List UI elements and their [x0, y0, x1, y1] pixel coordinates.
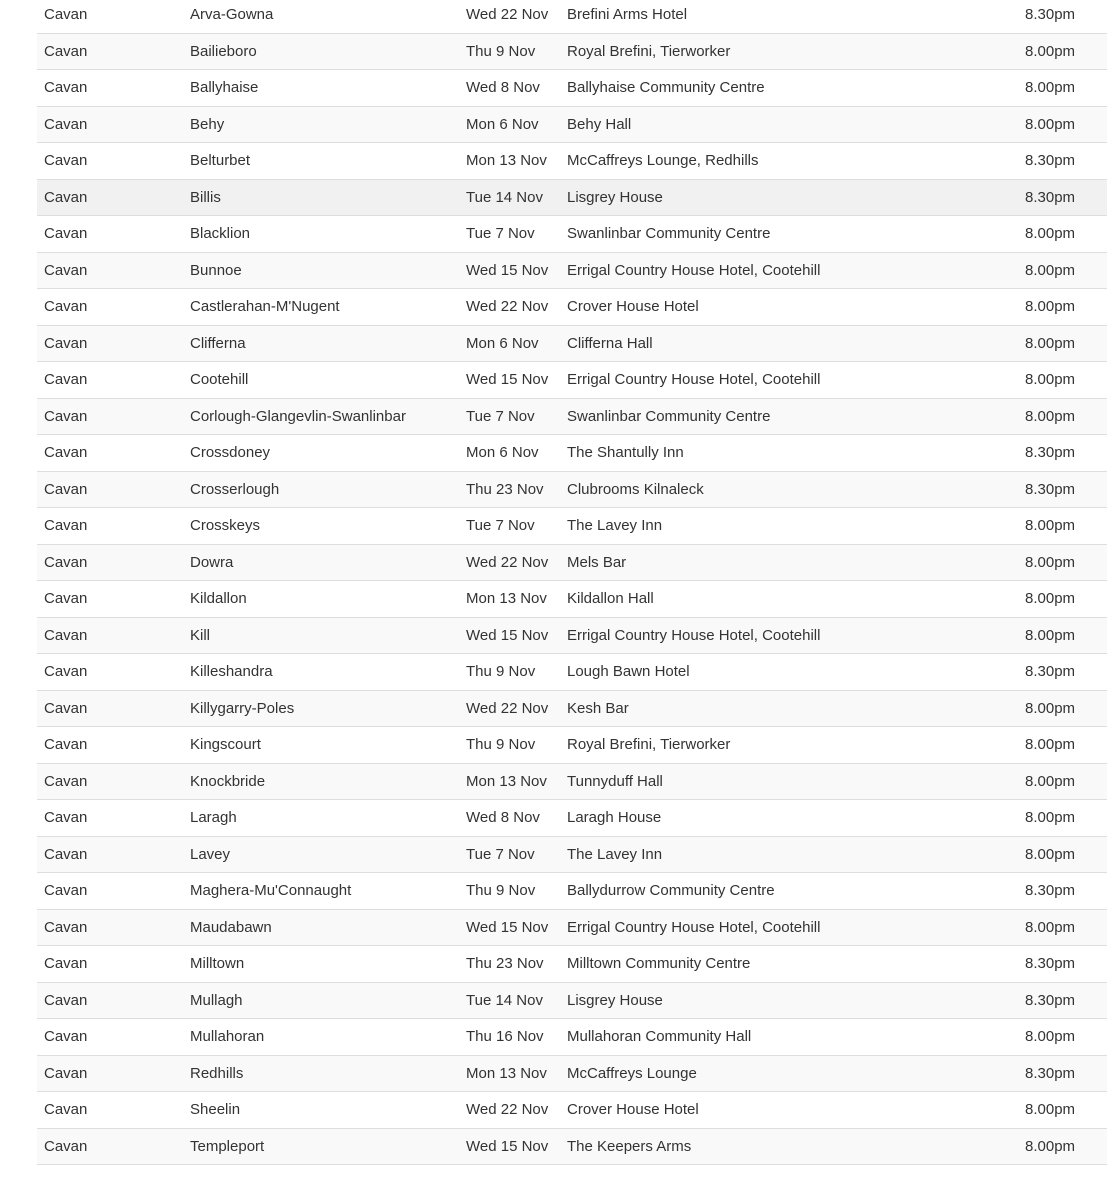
table-row [37, 216, 1107, 253]
venue-cell: The Shantully Inn [567, 444, 684, 461]
club-cell: Bailieboro [190, 42, 257, 60]
county-cell: Cavan [44, 663, 88, 680]
venue-cell: Lisgrey House [567, 188, 663, 206]
county-cell: Cavan [44, 1028, 88, 1045]
county-cell: Cavan [44, 882, 88, 899]
table-row [37, 946, 1107, 983]
table-row [37, 691, 1107, 728]
county-cell: Cavan [44, 261, 88, 279]
club-cell: Kildallon [190, 590, 247, 607]
time-cell: 8.00pm [1025, 772, 1076, 790]
venue-cell: Royal Brefini, Tierworker [567, 42, 731, 60]
table-body [37, 0, 1107, 1165]
date-cell: Wed 8 Nov [466, 79, 540, 96]
club-cell: Cootehill [190, 371, 249, 388]
time-cell: 8.00pm [1025, 553, 1076, 571]
club-cell: Billis [190, 188, 221, 206]
table-row [37, 289, 1107, 326]
venue-cell: The Lavey Inn [567, 517, 663, 534]
time-cell: 8.30pm [1025, 152, 1076, 169]
venue-cell: Milltown Community Centre [567, 955, 751, 972]
table-row [37, 800, 1107, 837]
time-cell: 8.30pm [1025, 955, 1076, 972]
club-cell: Dowra [190, 553, 234, 571]
club-cell: Blacklion [190, 225, 251, 242]
county-cell: Cavan [44, 626, 88, 644]
date-cell: Wed 15 Nov [466, 1137, 549, 1155]
date-cell: Wed 15 Nov [466, 261, 549, 279]
table-row [37, 727, 1107, 764]
table-row [37, 618, 1107, 655]
date-cell: Thu 9 Nov [466, 663, 536, 680]
date-cell: Thu 9 Nov [466, 736, 536, 753]
county-cell: Cavan [44, 188, 88, 206]
time-cell: 8.00pm [1025, 115, 1076, 133]
county-cell: Cavan [44, 955, 88, 972]
date-cell: Tue 14 Nov [466, 188, 543, 206]
table-row [37, 654, 1107, 691]
county-cell: Cavan [44, 590, 88, 607]
table-row [37, 764, 1107, 801]
date-cell: Wed 22 Nov [466, 6, 549, 23]
date-cell: Tue 7 Nov [466, 407, 535, 425]
venue-cell: Behy Hall [567, 115, 632, 133]
time-cell: 8.00pm [1025, 225, 1076, 242]
club-cell: Killeshandra [190, 663, 273, 680]
county-cell: Cavan [44, 444, 88, 461]
venue-cell: Lough Bawn Hotel [567, 663, 690, 680]
time-cell: 8.00pm [1025, 79, 1076, 96]
time-cell: 8.00pm [1025, 334, 1076, 352]
club-cell: Laragh [190, 809, 237, 826]
club-cell: Killygarry-Poles [190, 699, 295, 717]
county-cell: Cavan [44, 480, 88, 498]
county-cell: Cavan [44, 845, 88, 863]
venue-cell: Crover House Hotel [567, 298, 699, 315]
venue-cell: The Keepers Arms [567, 1137, 692, 1155]
table-row [37, 910, 1107, 947]
table-row [37, 107, 1107, 144]
county-cell: Cavan [44, 334, 88, 352]
club-cell: Milltown [190, 955, 245, 972]
table-row [37, 143, 1107, 180]
county-cell: Cavan [44, 736, 88, 753]
table-row [37, 180, 1107, 217]
date-cell: Thu 23 Nov [466, 955, 544, 972]
time-cell: 8.30pm [1025, 480, 1076, 498]
club-cell: Knockbride [190, 772, 266, 790]
table-row [37, 435, 1107, 472]
club-cell: Bunnoe [190, 261, 242, 279]
club-cell: Clifferna [190, 334, 246, 352]
table-row [37, 837, 1107, 874]
time-cell: 8.00pm [1025, 517, 1076, 534]
time-cell: 8.30pm [1025, 1064, 1076, 1082]
county-cell: Cavan [44, 918, 88, 936]
date-cell: Thu 9 Nov [466, 42, 536, 60]
table-row [37, 399, 1107, 436]
venue-cell: Tunnyduff Hall [567, 772, 663, 790]
time-cell: 8.00pm [1025, 371, 1076, 388]
county-cell: Cavan [44, 553, 88, 571]
time-cell: 8.30pm [1025, 188, 1076, 206]
time-cell: 8.00pm [1025, 736, 1076, 753]
time-cell: 8.00pm [1025, 298, 1076, 315]
table-row [37, 508, 1107, 545]
club-cell: Redhills [190, 1064, 244, 1082]
venue-cell: Ballyhaise Community Centre [567, 79, 765, 96]
county-cell: Cavan [44, 407, 88, 425]
county-cell: Cavan [44, 115, 88, 133]
time-cell: 8.00pm [1025, 626, 1076, 644]
county-cell: Cavan [44, 699, 88, 717]
date-cell: Mon 13 Nov [466, 152, 547, 169]
time-cell: 8.00pm [1025, 407, 1076, 425]
county-cell: Cavan [44, 152, 88, 169]
table-row [37, 0, 1107, 34]
date-cell: Wed 22 Nov [466, 1101, 549, 1118]
time-cell: 8.00pm [1025, 918, 1076, 936]
meetings-table [37, 0, 1107, 1165]
venue-cell: Royal Brefini, Tierworker [567, 736, 731, 753]
venue-cell: Swanlinbar Community Centre [567, 407, 771, 425]
venue-cell: Errigal Country House Hotel, Cootehill [567, 626, 821, 644]
table-row [37, 545, 1107, 582]
time-cell: 8.00pm [1025, 1028, 1076, 1045]
county-cell: Cavan [44, 225, 88, 242]
venue-cell: Swanlinbar Community Centre [567, 225, 771, 242]
table-row [37, 1056, 1107, 1093]
county-cell: Cavan [44, 6, 88, 23]
venue-cell: Laragh House [567, 809, 662, 826]
date-cell: Mon 13 Nov [466, 772, 547, 790]
county-cell: Cavan [44, 1137, 88, 1155]
time-cell: 8.30pm [1025, 6, 1076, 23]
table-row [37, 983, 1107, 1020]
club-cell: Mullagh [190, 991, 243, 1009]
date-cell: Thu 16 Nov [466, 1028, 544, 1045]
time-cell: 8.00pm [1025, 1101, 1076, 1118]
county-cell: Cavan [44, 991, 88, 1009]
time-cell: 8.30pm [1025, 444, 1076, 461]
club-cell: Crossdoney [190, 444, 271, 461]
date-cell: Tue 7 Nov [466, 845, 535, 863]
time-cell: 8.30pm [1025, 882, 1076, 899]
table-row [37, 34, 1107, 71]
table-row [37, 1129, 1107, 1166]
county-cell: Cavan [44, 517, 88, 534]
table-row [37, 472, 1107, 509]
venue-cell: McCaffreys Lounge, Redhills [567, 152, 759, 169]
date-cell: Wed 22 Nov [466, 298, 549, 315]
club-cell: Kill [190, 626, 211, 644]
date-cell: Tue 7 Nov [466, 517, 535, 534]
date-cell: Wed 15 Nov [466, 371, 549, 388]
venue-cell: Lisgrey House [567, 991, 663, 1009]
table-row [37, 873, 1107, 910]
venue-cell: Mullahoran Community Hall [567, 1028, 752, 1045]
table-row [37, 253, 1107, 290]
time-cell: 8.00pm [1025, 42, 1076, 60]
county-cell: Cavan [44, 79, 88, 96]
county-cell: Cavan [44, 809, 88, 826]
club-cell: Lavey [190, 845, 231, 863]
date-cell: Mon 6 Nov [466, 334, 539, 352]
table-row [37, 326, 1107, 363]
time-cell: 8.00pm [1025, 699, 1076, 717]
date-cell: Wed 22 Nov [466, 553, 549, 571]
club-cell: Crosskeys [190, 517, 261, 534]
venue-cell: Clubrooms Kilnaleck [567, 480, 704, 498]
venue-cell: Kesh Bar [567, 699, 629, 717]
date-cell: Mon 6 Nov [466, 444, 539, 461]
county-cell: Cavan [44, 371, 88, 388]
club-cell: Ballyhaise [190, 79, 259, 96]
time-cell: 8.00pm [1025, 809, 1076, 826]
time-cell: 8.00pm [1025, 590, 1076, 607]
table-row [37, 70, 1107, 107]
club-cell: Arva-Gowna [190, 6, 274, 23]
table-row [37, 1092, 1107, 1129]
table-row [37, 362, 1107, 399]
club-cell: Corlough-Glangevlin-Swanlinbar [190, 407, 406, 425]
county-cell: Cavan [44, 1064, 88, 1082]
date-cell: Mon 13 Nov [466, 590, 547, 607]
time-cell: 8.30pm [1025, 663, 1076, 680]
county-cell: Cavan [44, 42, 88, 60]
time-cell: 8.00pm [1025, 1137, 1076, 1155]
venue-cell: The Lavey Inn [567, 845, 663, 863]
county-cell: Cavan [44, 1101, 88, 1118]
county-cell: Cavan [44, 772, 88, 790]
club-cell: Mullahoran [190, 1028, 265, 1045]
club-cell: Castlerahan-M'Nugent [190, 298, 340, 315]
date-cell: Wed 15 Nov [466, 626, 549, 644]
date-cell: Wed 22 Nov [466, 699, 549, 717]
date-cell: Tue 7 Nov [466, 225, 535, 242]
venue-cell: Brefini Arms Hotel [567, 6, 688, 23]
table-row [37, 1019, 1107, 1056]
table-row [37, 581, 1107, 618]
time-cell: 8.00pm [1025, 261, 1076, 279]
venue-cell: Crover House Hotel [567, 1101, 699, 1118]
venue-cell: Mels Bar [567, 553, 627, 571]
club-cell: Maudabawn [190, 918, 272, 936]
venue-cell: Ballydurrow Community Centre [567, 882, 775, 899]
club-cell: Kingscourt [190, 736, 261, 753]
venue-cell: McCaffreys Lounge [567, 1064, 697, 1082]
time-cell: 8.30pm [1025, 991, 1076, 1009]
club-cell: Crosserlough [190, 480, 280, 498]
date-cell: Mon 13 Nov [466, 1064, 547, 1082]
club-cell: Templeport [190, 1137, 265, 1155]
county-cell: Cavan [44, 298, 88, 315]
club-cell: Behy [190, 115, 225, 133]
venue-cell: Errigal Country House Hotel, Cootehill [567, 918, 821, 936]
club-cell: Maghera-Mu'Connaught [190, 882, 352, 899]
date-cell: Mon 6 Nov [466, 115, 539, 133]
venue-cell: Clifferna Hall [567, 334, 653, 352]
club-cell: Sheelin [190, 1101, 241, 1118]
date-cell: Thu 23 Nov [466, 480, 544, 498]
venue-cell: Errigal Country House Hotel, Cootehill [567, 371, 821, 388]
date-cell: Wed 8 Nov [466, 809, 540, 826]
date-cell: Tue 14 Nov [466, 991, 543, 1009]
date-cell: Thu 9 Nov [466, 882, 536, 899]
date-cell: Wed 15 Nov [466, 918, 549, 936]
venue-cell: Kildallon Hall [567, 590, 654, 607]
club-cell: Belturbet [190, 152, 251, 169]
venue-cell: Errigal Country House Hotel, Cootehill [567, 261, 821, 279]
time-cell: 8.00pm [1025, 845, 1076, 863]
